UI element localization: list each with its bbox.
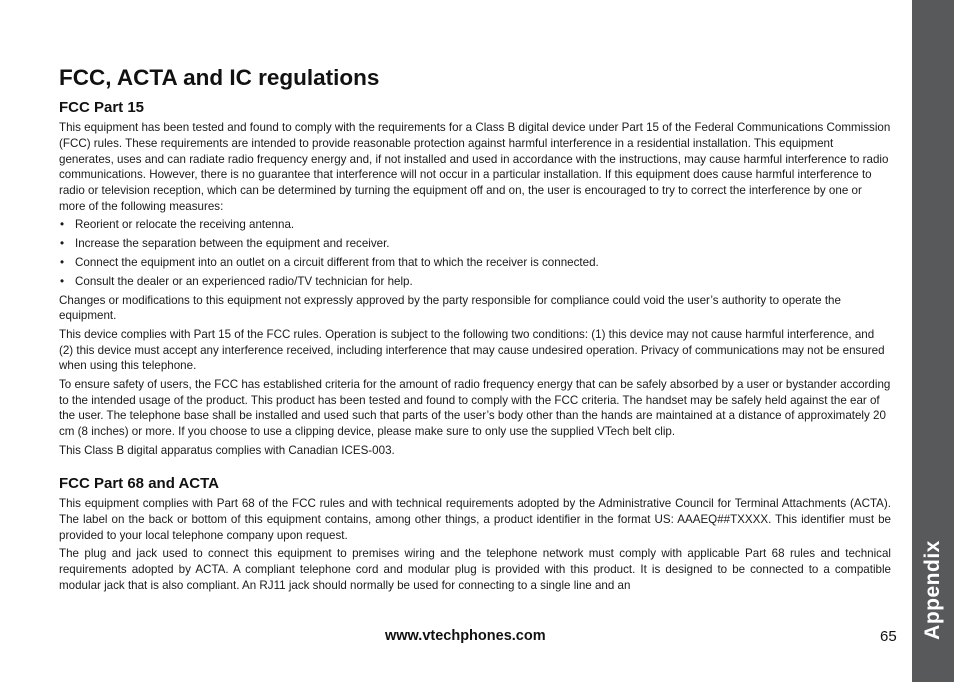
appendix-side-tab [912,0,954,682]
bullet-glyph: • [60,274,65,288]
list-item-text: Consult the dealer or an experienced radio/TV technician for help. [75,274,413,288]
measures-list [59,217,891,289]
list-item [59,274,891,290]
paragraph-conditions: This device complies with Part 15 of the FCC rules. Operation is subject to the following two conditions: (1) this device may not cause harmful interference, and (2) this device must accept any interference received, including interference that may cause undesired operation. Privacy of communications may not be ensured when using this telephone. [59,327,885,373]
paragraph-part-68-compliance: This equipment complies with Part 68 of the FCC rules and with technical requirements adopted by the Administrative Council for Terminal Attachments (ACTA). The label on the back or bottom of this equipment contains, among other things, a product identifier in the format US: AAAEQ##TXXXX. This identifier must be provided to your local telephone company upon request. [59,497,891,542]
list-item-text: Increase the separation between the equipment and receiver. [75,237,390,251]
list-item [59,217,891,233]
paragraph-changes: Changes or modifications to this equipment not expressly approved by the party responsible for compliance could void the user’s authority to operate the equipment. [59,293,841,323]
bullet-glyph: • [60,218,65,232]
list-item [59,255,891,271]
bullet-glyph: • [60,237,65,251]
side-tab-label: Appendix [921,540,945,640]
paragraph-ices: This Class B digital apparatus complies with Canadian ICES-003. [59,443,395,457]
list-item-text: Connect the equipment into an outlet on a circuit different from that to which the receiver is connected. [75,255,599,269]
list-item [59,236,891,252]
section-heading-fcc-part-15: FCC Part 15 [59,99,145,116]
paragraph-fcc-part-15-intro: This equipment has been tested and found to comply with the requirements for a Class B digital device under Part 15 of the Federal Communications Commission (FCC) rules. These requirements are intended to provide reasonable protection against harmful interference in a residential installation. This equipment generates, uses and can radiate radio frequency energy and, if not installed and used in accordance with the instructions, may cause harmful interference to radio communications. However, there is no guarantee that interference will not occur in a particular installation. If this equipment does cause harmful interference to radio or television reception, which can be determined by turning the equipment off and on, the user is encouraged to try to correct the interference by one or more of the following measures: [59,121,891,213]
bullet-glyph: • [60,255,65,269]
list-item-text: Reorient or relocate the receiving antenna. [75,218,295,232]
page-content [59,64,891,596]
section-heading-fcc-part-68: FCC Part 68 and ACTA [59,475,220,493]
page-title: FCC, ACTA and IC regulations [59,65,380,90]
paragraph-safety: To ensure safety of users, the FCC has established criteria for the amount of radio frequency energy that can be safely absorbed by a user or bystander according to the intended usage of the product. This product has been tested and found to comply with the FCC criteria. The handset may be safely held against the ear of the user. The telephone base shall be installed and used such that parts of the user’s body other than the hands are maintained at a distance of approximately 20 cm (8 inches) or more. If you choose to use a clipping device, please make sure to only use the supplied VTech belt clip. [59,377,891,439]
footer-website-link[interactable]: www.vtechphones.com [385,628,546,644]
side-tab-label-wrapper [912,520,954,660]
page-number: 65 [880,628,897,645]
paragraph-plug-jack: The plug and jack used to connect this equipment to premises wiring and the telephone network must comply with applicable Part 68 rules and technical requirements adopted by ACTA. A compliant telephone cord and modular plug is provided with this product. It is designed to be connected to a compatible modular jack that is also compliant. An RJ11 jack should normally be used for connecting to a single line and an [59,547,891,592]
